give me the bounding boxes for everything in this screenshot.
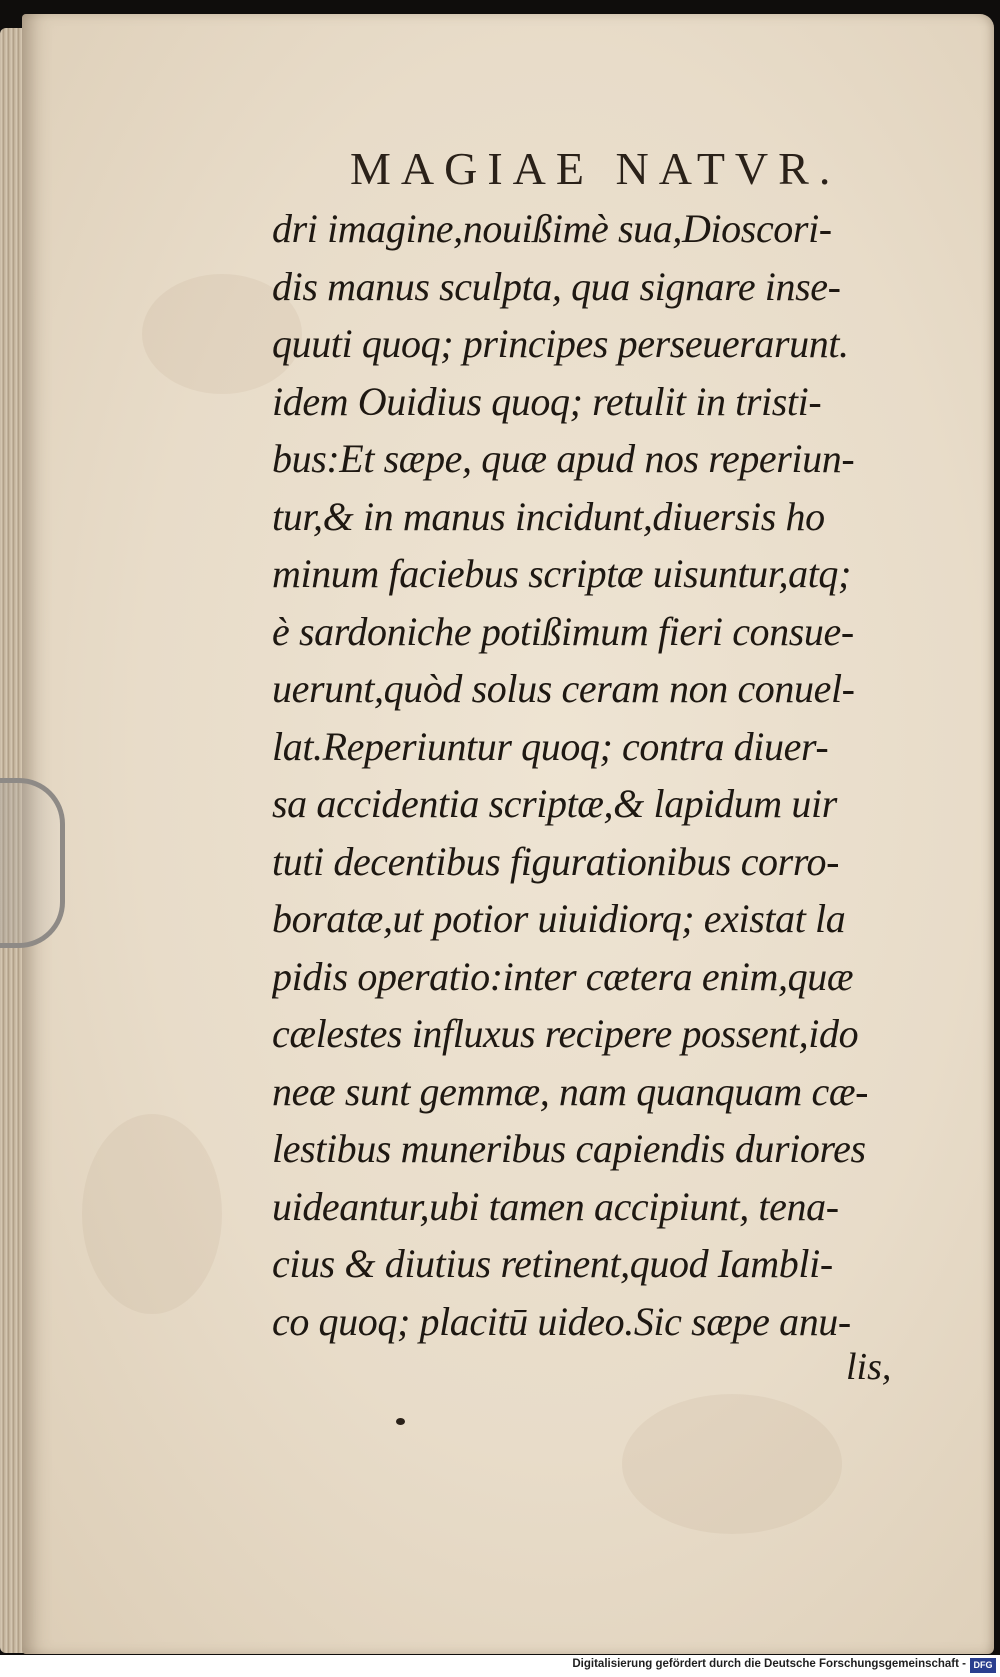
text-line: idem Ouidius quoq; retulit in tristi- — [272, 378, 822, 424]
text-line: uideantur,ubi tamen accipiunt, tena- — [272, 1183, 839, 1229]
text-line: pidis operatio:inter cætera enim,quæ — [272, 953, 854, 999]
footer-bar — [0, 1655, 1000, 1677]
text-line: cius & diutius retinent,quod Iambli- — [272, 1241, 833, 1286]
funding-credit: Digitalisierung gefördert durch die Deutsche Forschungsgemeinschaft - — [572, 1658, 966, 1670]
text-line: è sardoniche potißimum fieri consue- — [272, 608, 854, 654]
text-line: minum faciebus scriptæ uisuntur,atq; — [272, 551, 851, 596]
paper-stain — [622, 1394, 842, 1534]
text-line: co quoq; placitū uideo.Sic sæpe anu- — [272, 1298, 851, 1344]
catchword: lis, — [846, 1346, 892, 1388]
text-line: uerunt,quòd solus ceram non conuel- — [272, 666, 855, 711]
text-line: dri imagine,nouißimè sua,Dioscori- — [272, 206, 832, 251]
text-line: boratæ,ut potior uiuidiorq; existat la — [272, 896, 846, 941]
text-line: quuti quoq; principes perseuerarunt. — [272, 321, 849, 366]
text-line: neæ sunt gemmæ, nam quanquam cæ- — [272, 1068, 869, 1114]
text-line: bus:Et sæpe, quæ apud nos reperiun- — [272, 436, 855, 481]
book-clasp — [0, 778, 65, 948]
paper-stain — [82, 1114, 222, 1314]
text-line: lat.Reperiuntur quoq; contra diuer- — [272, 723, 829, 769]
ink-speck — [396, 1418, 405, 1425]
text-line: tur,& in manus incidunt,diuersis ho — [272, 493, 825, 539]
text-line: sa accidentia scriptæ,& lapidum uir — [272, 781, 837, 826]
text-line: lestibus muneribus capiendis duriores — [272, 1126, 866, 1171]
text-line: dis manus sculpta, qua signare inse- — [272, 263, 841, 309]
running-head: MAGIAE NATVR. — [350, 143, 841, 194]
text-block — [272, 200, 912, 1350]
text-line: tuti decentibus figurationibus corro- — [272, 838, 840, 884]
dfg-logo-icon: DFG — [970, 1658, 996, 1673]
text-line: cælestes influxus recipere possent,ido — [272, 1011, 859, 1056]
